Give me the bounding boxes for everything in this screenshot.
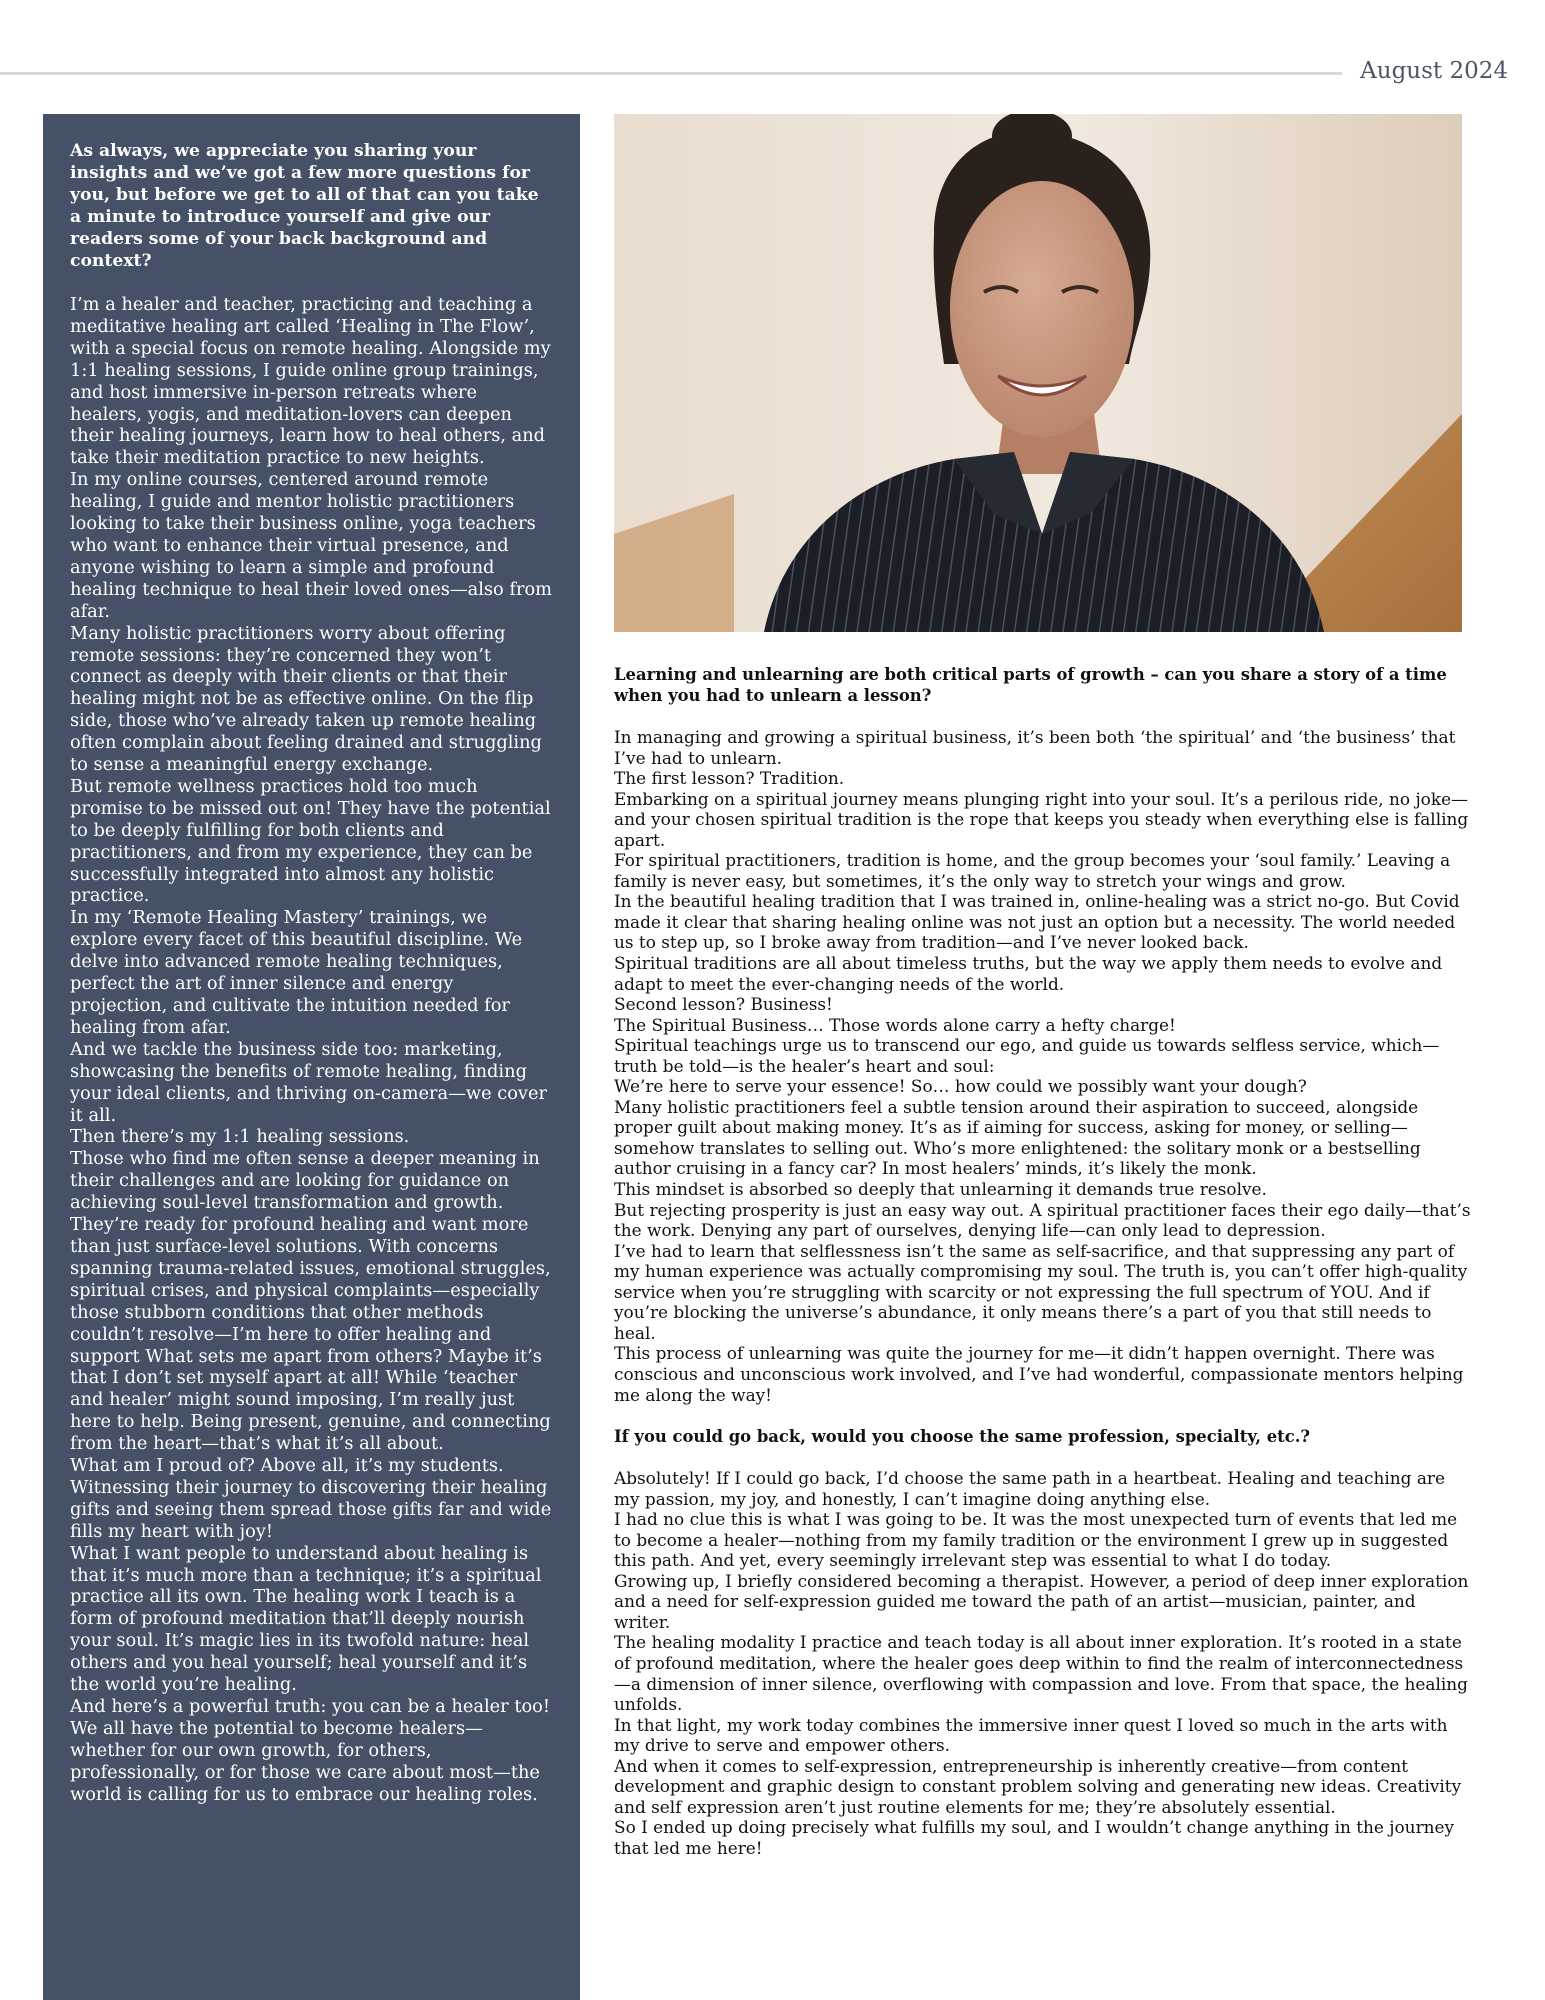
article-paragraph: Absolutely! If I could go back, I’d choose the same path in a heartbeat. Healing and teaching are my passion, my joy, and honestly, I can’t imagine doing anything else. — [614, 1468, 1445, 1509]
sidebar-paragraph: Many holistic practitioners worry about offering remote sessions: they’re concerned they won’t connect as deeply with their clients or that their healing might not be as effective online. On the flip side, those who’ve already taken up remote healing often complain about feeling drained and struggling to sense a meaningful energy exchange. — [70, 622, 542, 776]
header-rule — [0, 72, 1342, 75]
article-paragraph: The healing modality I practice and teach today is all about inner exploration. It’s rooted in a state of profound meditation, where the healer goes deep within to find the realm of interconnectedness—a dimension of inner silence, overflowing with compassion and love. From that space, the healing unfolds. — [614, 1632, 1468, 1715]
sidebar-paragraph: Then there’s my 1:1 healing sessions. — [70, 1126, 410, 1148]
sidebar-paragraph: And we tackle the business side too: marketing, showcasing the benefits of remote healing, finding your ideal clients, and thriving on-camera—we cover it all. — [70, 1038, 547, 1126]
sidebar-paragraph: In my ‘Remote Healing Mastery’ trainings, we explore every facet of this beautiful discipline. We delve into advanced remote healing techniques, perfect the art of inner silence and energy projection, and cultivate the intuition needed for healing from afar. — [70, 907, 523, 1038]
article-body — [614, 664, 1474, 1858]
article-paragraph: Embarking on a spiritual journey means plunging right into your soul. It’s a perilous ride, no joke—and your chosen spiritual tradition is the rope that keeps you steady when everything else is falling apart. — [614, 788, 1469, 850]
article-paragraph: But rejecting prosperity is just an easy way out. A spiritual practitioner faces their ego daily—that’s the work. Denying any part of ourselves, denying life—can only lead to depression. — [614, 1199, 1471, 1241]
article-paragraph: This process of unlearning was quite the journey for me—it didn’t happen overnight. There was conscious and unconscious work involved, and I’ve had wonderful, compassionate mentors helping me along the way! — [614, 1343, 1464, 1405]
article-paragraph: And when it comes to self-expression, entrepreneurship is inherently creative—from content development and graphic design to constant problem solving and generating new ideas. Creativity and self expression aren’t just routine elements for me; they’re absolutely essential. — [614, 1755, 1462, 1817]
article-paragraph: Growing up, I briefly considered becoming a therapist. However, a period of deep inner exploration and a need for self-expression guided me toward the path of an artist—musician, painter, and writer. — [614, 1570, 1469, 1632]
sidebar-paragraph: And here’s a powerful truth: you can be a healer too! — [70, 1696, 551, 1717]
sidebar-paragraph: What am I proud of? Above all, it’s my students. Witnessing their journey to discovering their healing gifts and seeing them spread those gifts far and wide fills my heart with joy! — [70, 1455, 552, 1542]
sidebar-paragraph: In my online courses, centered around remote healing, I guide and mentor holistic practitioners looking to take their business online, yoga teachers who want to enhance their virtual presence, and anyone wishing to learn a simple and profound healing technique to heal their loved ones—also from afar. — [70, 469, 553, 622]
sidebar-paragraph: Those who find me often sense a deeper meaning in their challenges and are looking for guidance on achieving soul-level transformation and growth. They’re ready for profound healing and want more than just surface-level solutions. With concerns spanning trauma-related issues, emotional struggles, spiritual crises, and physical complaints—especially those stubborn conditions that other methods couldn’t resolve—I’m here to offer healing and support What sets me apart from others? Maybe it’s that I don’t set myself apart at all! While ‘teacher and healer’ might sound imposing, I’m really just here to help. Being present, genuine, and connecting from the heart—that’s what it’s all about. — [70, 1148, 551, 1455]
sidebar-paragraph: What I want people to understand about healing is that it’s much more than a technique; it’s a spiritual practice all its own. The healing work I teach is a form of profound meditation that’ll deeply nourish your soul. It’s magic lies in its twofold nature: heal others and you heal yourself; heal yourself and it’s the world you’re healing. — [70, 1542, 542, 1696]
article-section — [614, 1426, 1474, 1858]
article-section — [614, 664, 1474, 1405]
article-paragraph: For spiritual practitioners, tradition is home, and the group becomes your ‘soul family.’ Leaving a family is never easy, but sometimes, it’s the only way to stretch your wings and grow. — [614, 850, 1451, 891]
article-paragraph: The Spiritual Business… Those words alone carry a hefty charge! — [614, 1014, 1176, 1035]
sidebar-paragraph: But remote wellness practices hold too much promise to be missed out on! They have the potential to be deeply fulfilling for both clients and practitioners, and from my experience, they can be successfully integrated into almost any holistic practice. — [70, 775, 551, 907]
article-paragraph: We’re here to serve your essence! So… how could we possibly want your dough? — [614, 1076, 1307, 1097]
article-paragraph: I had no clue this is what I was going to be. It was the most unexpected turn of events that led me to become a healer—nothing from my family tradition or the environment I grew up in suggested this path. And yet, every seemingly irrelevant step was essential to what I do today. — [614, 1509, 1458, 1571]
article-paragraph: In the beautiful healing tradition that I was trained in, online-healing was a strict no-go. But Covid made it clear that sharing healing online was not just an option but a necessity. The world needed us to step up, so I broke away from tradition—and I’ve never looked back. — [614, 891, 1460, 953]
sidebar-panel — [43, 114, 580, 2000]
article-paragraph: This mindset is absorbed so deeply that unlearning it demands true resolve. — [614, 1179, 1267, 1200]
portrait-photo — [614, 114, 1462, 632]
article-question: Learning and unlearning are both critical parts of growth – can you share a story of a time when you had to unlearn a lesson? — [614, 665, 1447, 705]
article-paragraph: Spiritual teachings urge us to transcend our ego, and guide us towards selfless service, which—truth be told—is the healer’s heart and soul: — [614, 1035, 1440, 1076]
sidebar-question: As always, we appreciate you sharing your insights and we’ve got a few more questions for you, but before we get to all of that can you take a minute to introduce yourself and give our readers some of your back background and context? — [70, 141, 539, 271]
sidebar-body — [70, 294, 553, 1806]
face — [950, 181, 1134, 437]
sidebar-paragraph: I’m a healer and teacher, practicing and teaching a meditative healing art called ‘Healing in The Flow’, with a special focus on remote healing. Alongside my 1:1 healing sessions, I guide online group trainings, and host immersive in-person retreats where healers, yogis, and meditation-lovers can deepen their healing journeys, learn how to heal others, and take their meditation practice to new heights. — [70, 294, 551, 469]
portrait-illustration — [614, 114, 1462, 632]
article-paragraph: I’ve had to learn that selflessness isn’t the same as self-sacrifice, and that suppressing any part of my human experience was actually compromising my soul. The truth is, you can’t offer high-quality service when you’re struggling with scarcity or not expressing the full spectrum of YOU. And if you’re blocking the universe’s abundance, it only means there’s a part of you that still needs to heal. — [614, 1240, 1468, 1343]
issue-date: August 2024 — [1360, 58, 1508, 84]
article-paragraph: Spiritual traditions are all about timeless truths, but the way we apply them needs to evolve and adapt to meet the ever-changing needs of the world. — [614, 953, 1443, 994]
article-question: If you could go back, would you choose the same profession, specialty, etc.? — [614, 1427, 1311, 1447]
article-sections — [614, 664, 1474, 1858]
article-paragraph: In managing and growing a spiritual business, it’s been both ‘the spiritual’ and ‘the business’ that I’ve had to unlearn. — [614, 727, 1456, 768]
article-paragraph: Second lesson? Business! — [614, 994, 833, 1015]
article-paragraph: The first lesson? Tradition. — [614, 768, 845, 789]
article-paragraph: In that light, my work today combines the immersive inner quest I loved so much in the arts with my drive to serve and empower others. — [614, 1714, 1448, 1756]
sidebar-paragraph: We all have the potential to become healers—whether for our own growth, for others, professionally, or for those we care about most—the world is calling for us to embrace our healing roles. — [70, 1717, 540, 1805]
article-paragraph: Many holistic practitioners feel a subtle tension around their aspiration to succeed, alongside proper guilt about making money. It’s as if aiming for success, asking for money, or selling—somehow translates to selling out. Who’s more enlightened: the solitary monk or a bestselling author cruising in a fancy car? In most healers’ minds, it’s likely the monk. — [614, 1096, 1421, 1179]
article-paragraph: So I ended up doing precisely what fulfills my soul, and I wouldn’t change anything in the journey that led me here! — [614, 1817, 1455, 1858]
